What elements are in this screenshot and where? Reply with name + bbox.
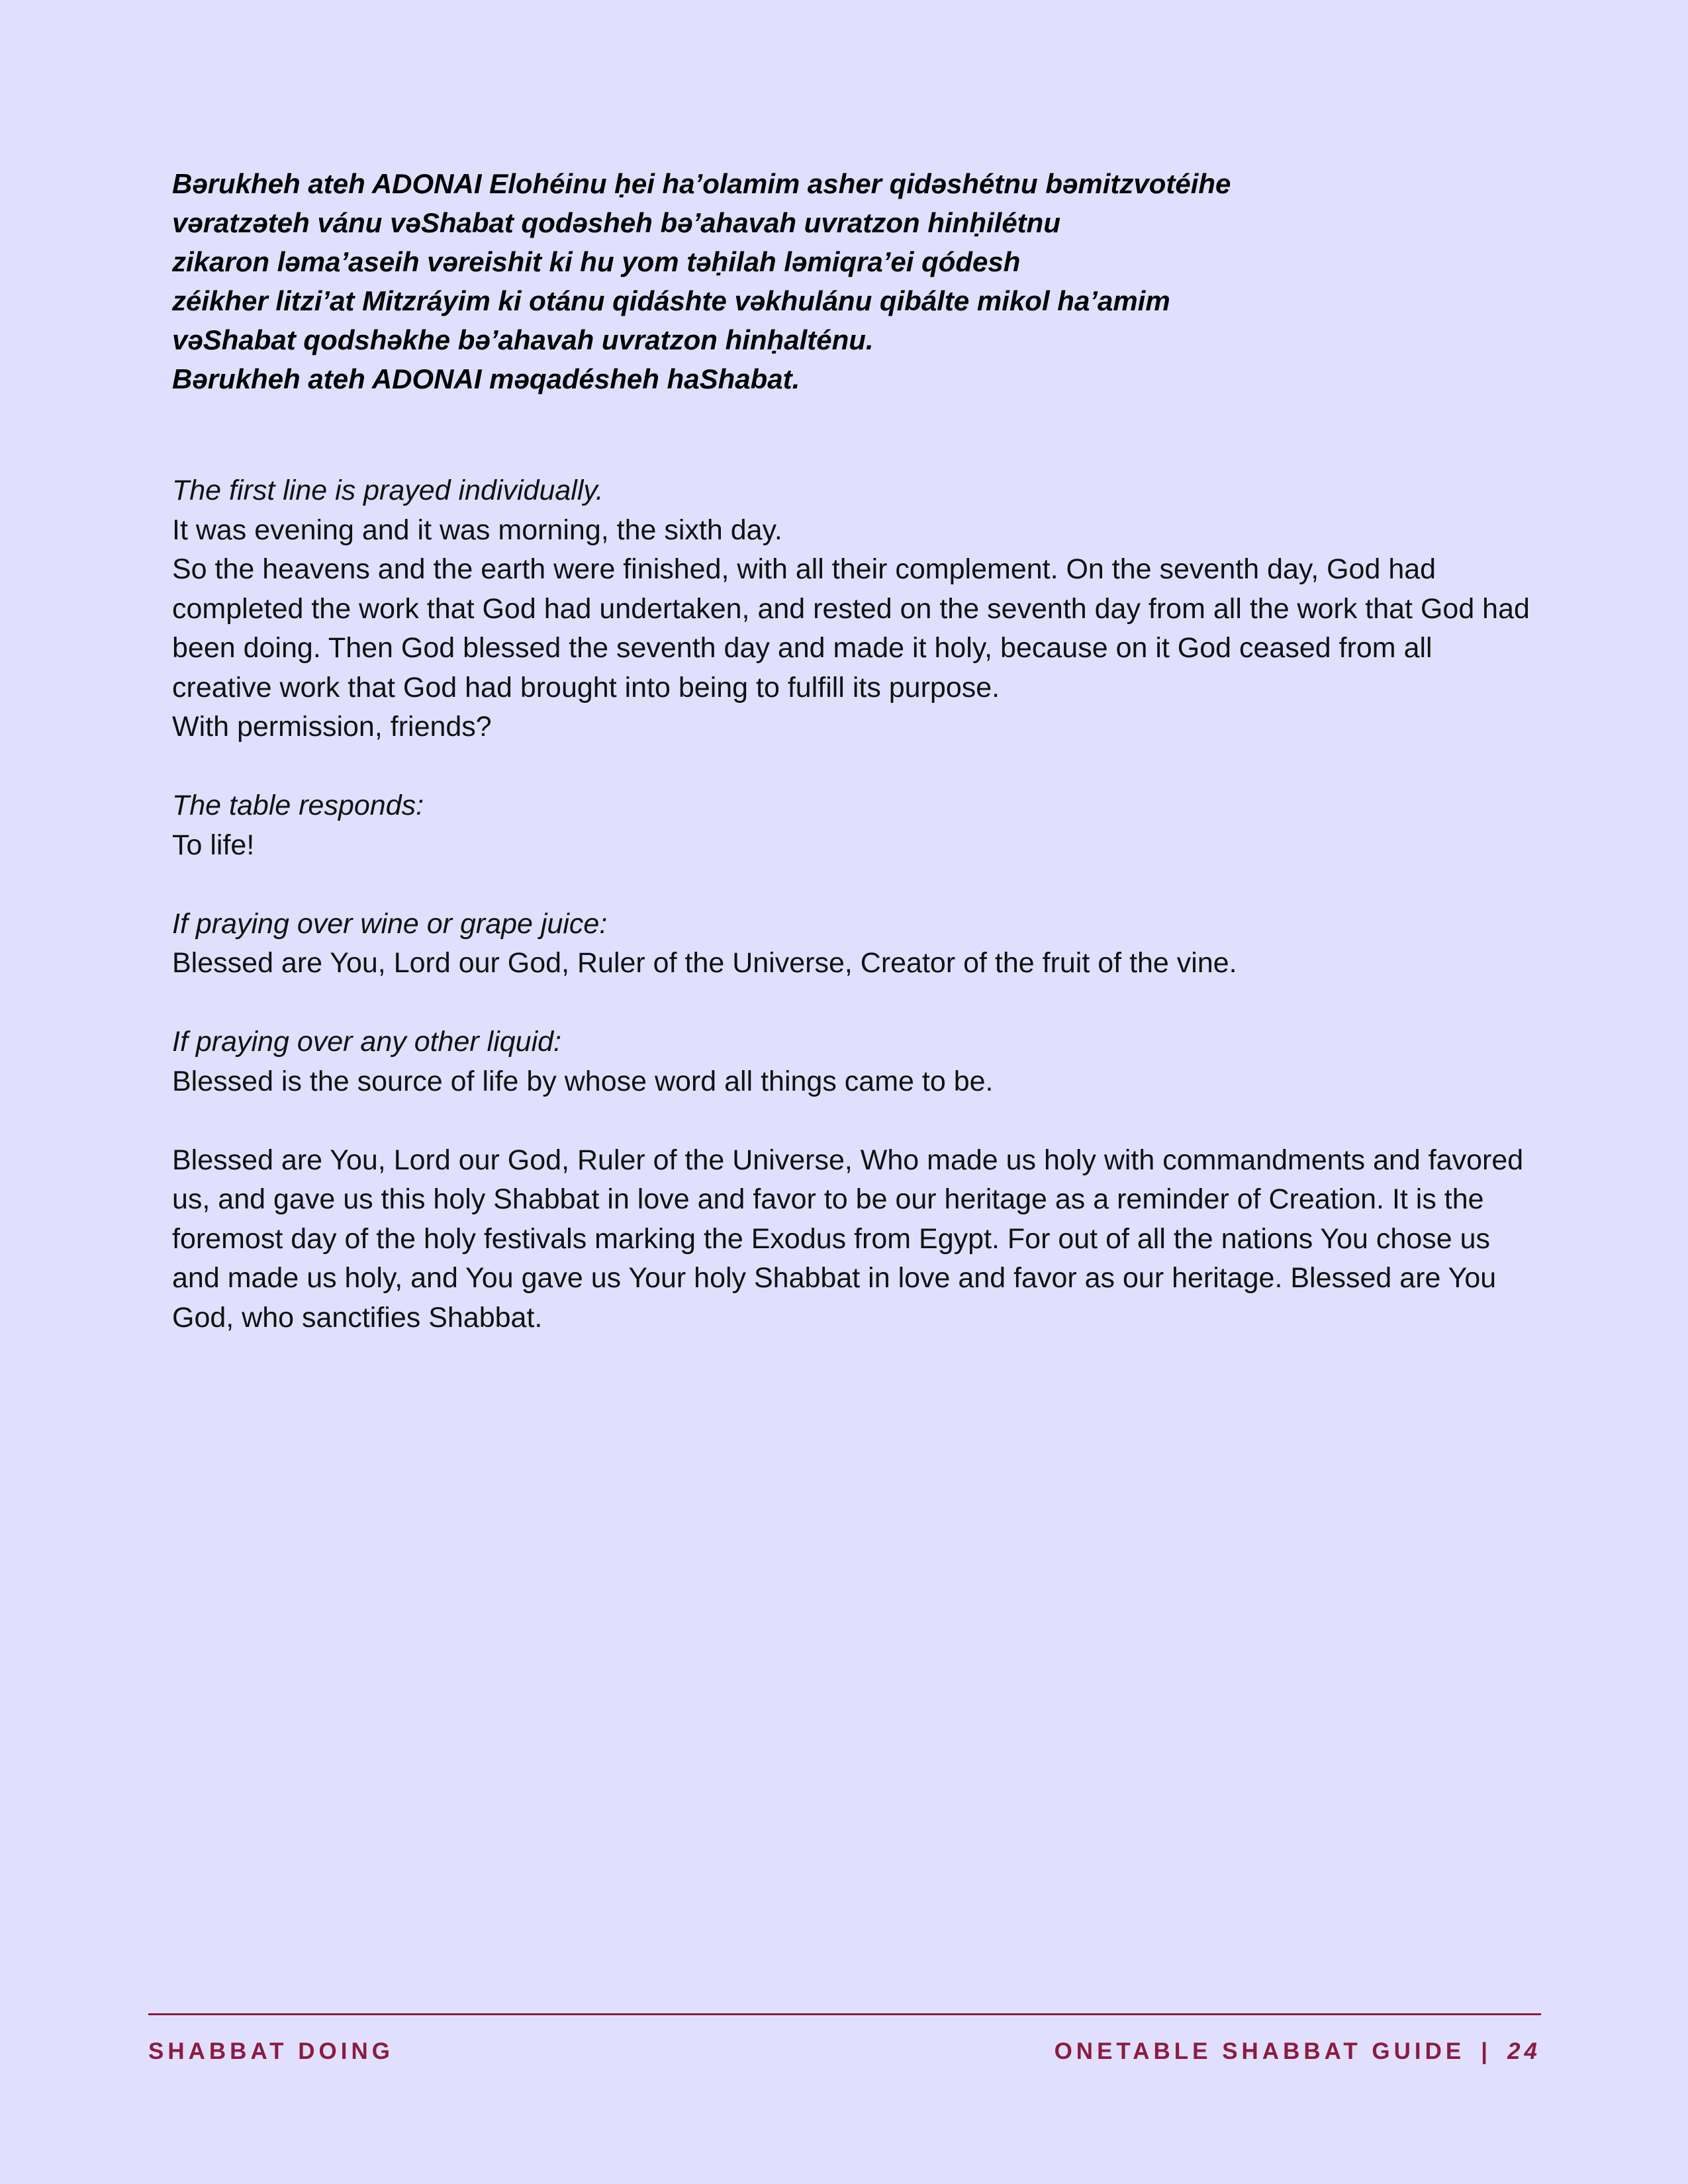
genesis-passage: So the heavens and the earth were finished, with all their complement. On the seventh day, God had completed the work that God had undertaken, and rested on the seventh day from all the work that God had been doing. Then God blessed the seventh day and made it holy, because on it God ceased from all creative work that God had brought into being to fulfill its purpose.	[172, 553, 1530, 704]
transliteration-line: vəShabat qodshəkhe bə’ahavah uvratzon hinḥalténu.	[172, 324, 874, 355]
wine-blessing-text: Blessed are You, Lord our God, Ruler of the Universe, Creator of the fruit of the vine.	[172, 947, 1237, 979]
footer-separator: |	[1481, 2038, 1492, 2064]
page-number: 24	[1507, 2038, 1541, 2064]
transliteration-line: Bərukheh ateh ADONAI Elohéinu ḥei ha’olamim asher qidəshétnu bəmitzvotéihe	[172, 168, 1231, 199]
instruction-text: If praying over wine or grape juice:	[172, 907, 608, 940]
instruction-text: If praying over any other liquid:	[172, 1026, 561, 1058]
permission-question: With permission, friends?	[172, 711, 492, 743]
other-liquid-blessing	[172, 1023, 1536, 1101]
opening-line: It was evening and it was morning, the sixth day.	[172, 514, 782, 546]
table-response	[172, 786, 1536, 865]
guide-title: ONETABLE SHABBAT GUIDE	[1054, 2038, 1466, 2064]
footer-right	[1055, 2038, 1541, 2065]
response-text: To life!	[172, 829, 255, 861]
wine-blessing	[172, 905, 1536, 983]
footer-divider	[148, 2013, 1541, 2015]
final-blessing-text: Blessed are You, Lord our God, Ruler of the Universe, Who made us holy with commandments and favored us, and gave us this holy Shabbat in love and favor to be our heritage as a reminder of Creation. It is the foremost day of the holy festivals marking the Exodus from Egypt. For out of all the nations You chose us and made us holy, and You gave us Your holy Shabbat in love and favor as our heritage. Blessed are You God, who sanctifies Shabbat.	[172, 1144, 1524, 1334]
page-footer	[148, 2038, 1541, 2071]
transliteration-line: zikaron ləma’aseih vəreishit ki hu yom təḥilah ləmiqra’ei qódesh	[172, 246, 1021, 277]
transliteration-line: zéikher litzi’at Mitzráyim ki otánu qidáshte vəkhulánu qibálte mikol ha’amim	[172, 285, 1170, 316]
transliteration-line: Bərukheh ateh ADONAI məqadésheh haShabat.	[172, 363, 800, 394]
english-text	[172, 471, 1536, 1338]
instruction-text: The first line is prayed individually.	[172, 475, 604, 506]
other-liquid-blessing-text: Blessed is the source of life by whose word all things came to be.	[172, 1065, 994, 1097]
section-title: SHABBAT DOING	[148, 2038, 394, 2064]
instruction-text: The table responds:	[172, 790, 424, 821]
hebrew-transliteration	[172, 164, 1536, 398]
final-blessing	[172, 1141, 1536, 1338]
transliteration-line: vəratzəteh vánu vəShabat qodəsheh bə’ahavah uvratzon hinḥilétnu	[172, 207, 1060, 238]
kiddush-opening	[172, 471, 1536, 747]
page-content	[172, 164, 1536, 1338]
